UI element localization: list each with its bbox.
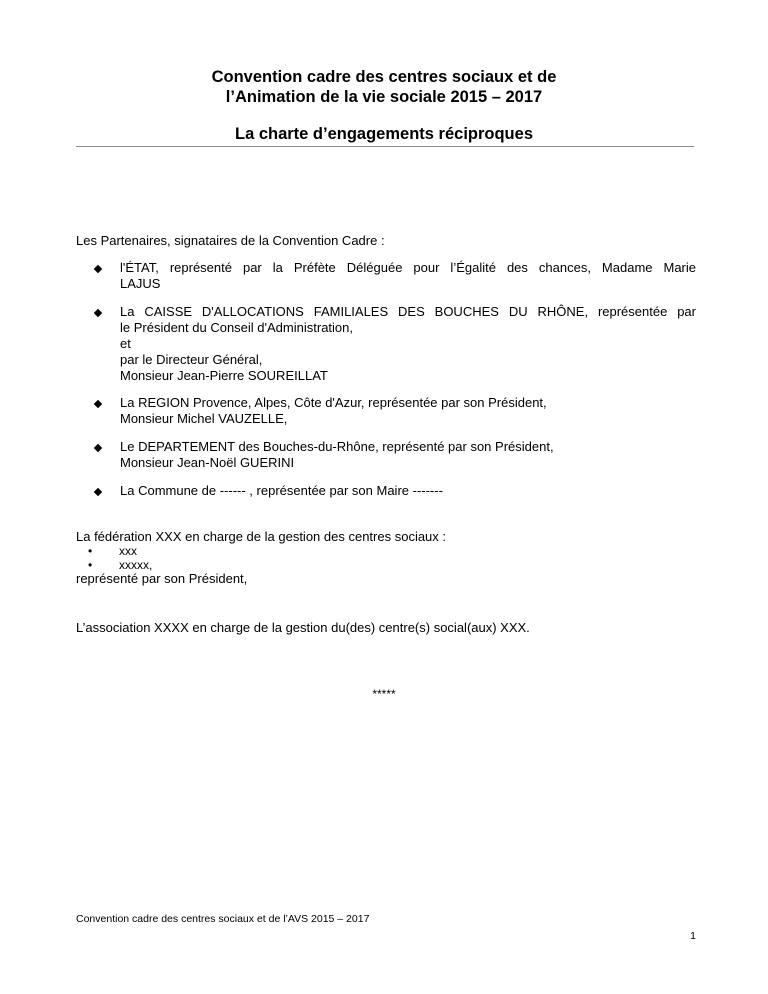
diamond-bullet-icon [94, 400, 102, 408]
partner-item-region [120, 395, 696, 427]
partner-line: La Commune de ------ , représentée par son Maire ------- [120, 483, 443, 498]
partner-item-departement [120, 439, 696, 471]
diamond-bullet-icon [94, 444, 102, 452]
federation-intro: La fédération XXX en charge de la gestion des centres sociaux : [76, 529, 447, 544]
partner-line: La REGION Provence, Alpes, Côte d'Azur, représentée par son Président, [120, 395, 547, 410]
document-subtitle: La charte d’engagements réciproques [234, 125, 533, 143]
diamond-bullet-icon [94, 488, 102, 496]
partner-item-etat [120, 260, 696, 292]
partner-line: La CAISSE D'ALLOCATIONS FAMILIALES DES BOUCHES DU RHÔNE, représentée par [120, 304, 696, 319]
bullet-dot-icon: • [88, 544, 93, 558]
federation-item: xxx [119, 544, 137, 558]
title-line-1: Convention cadre des centres sociaux et de [211, 68, 557, 86]
diamond-bullet-icon [94, 309, 102, 317]
partner-line: Monsieur Jean-Noël GUERINI [120, 455, 295, 470]
federation-item: xxxxx, [119, 558, 153, 572]
partner-line: Monsieur Jean-Pierre SOUREILLAT [120, 368, 328, 383]
section-separator: ***** [372, 687, 396, 701]
bullet-dot-icon: • [88, 558, 93, 572]
title-underline [76, 146, 694, 147]
title-line-2: l’Animation de la vie sociale 2015 – 2017 [225, 88, 543, 106]
page-number: 1 [690, 930, 696, 942]
document-title [0, 67, 768, 107]
partner-line: le Président du Conseil d'Administration, [120, 320, 353, 335]
partner-item-caf [120, 304, 696, 384]
page-footer: Convention cadre des centres sociaux et de l’AVS 2015 – 2017 [76, 913, 370, 925]
partner-line: Le DEPARTEMENT des Bouches-du-Rhône, représenté par son Président, [120, 439, 554, 454]
partner-item-commune [120, 483, 696, 499]
federation-representative: représenté par son Président, [76, 571, 248, 586]
association-statement: L’association XXXX en charge de la gestion du(des) centre(s) social(aux) XXX. [76, 620, 530, 635]
partner-line: par le Directeur Général, [120, 352, 263, 367]
partner-line: et [120, 336, 131, 351]
partners-intro: Les Partenaires, signataires de la Convention Cadre : [76, 233, 385, 248]
partner-line: Monsieur Michel VAUZELLE, [120, 411, 288, 426]
partner-line: l'ÉTAT, représenté par la Préfète Déléguée pour l’Égalité des chances, Madame Marie [120, 260, 696, 275]
diamond-bullet-icon [94, 265, 102, 273]
partner-line: LAJUS [120, 276, 161, 291]
